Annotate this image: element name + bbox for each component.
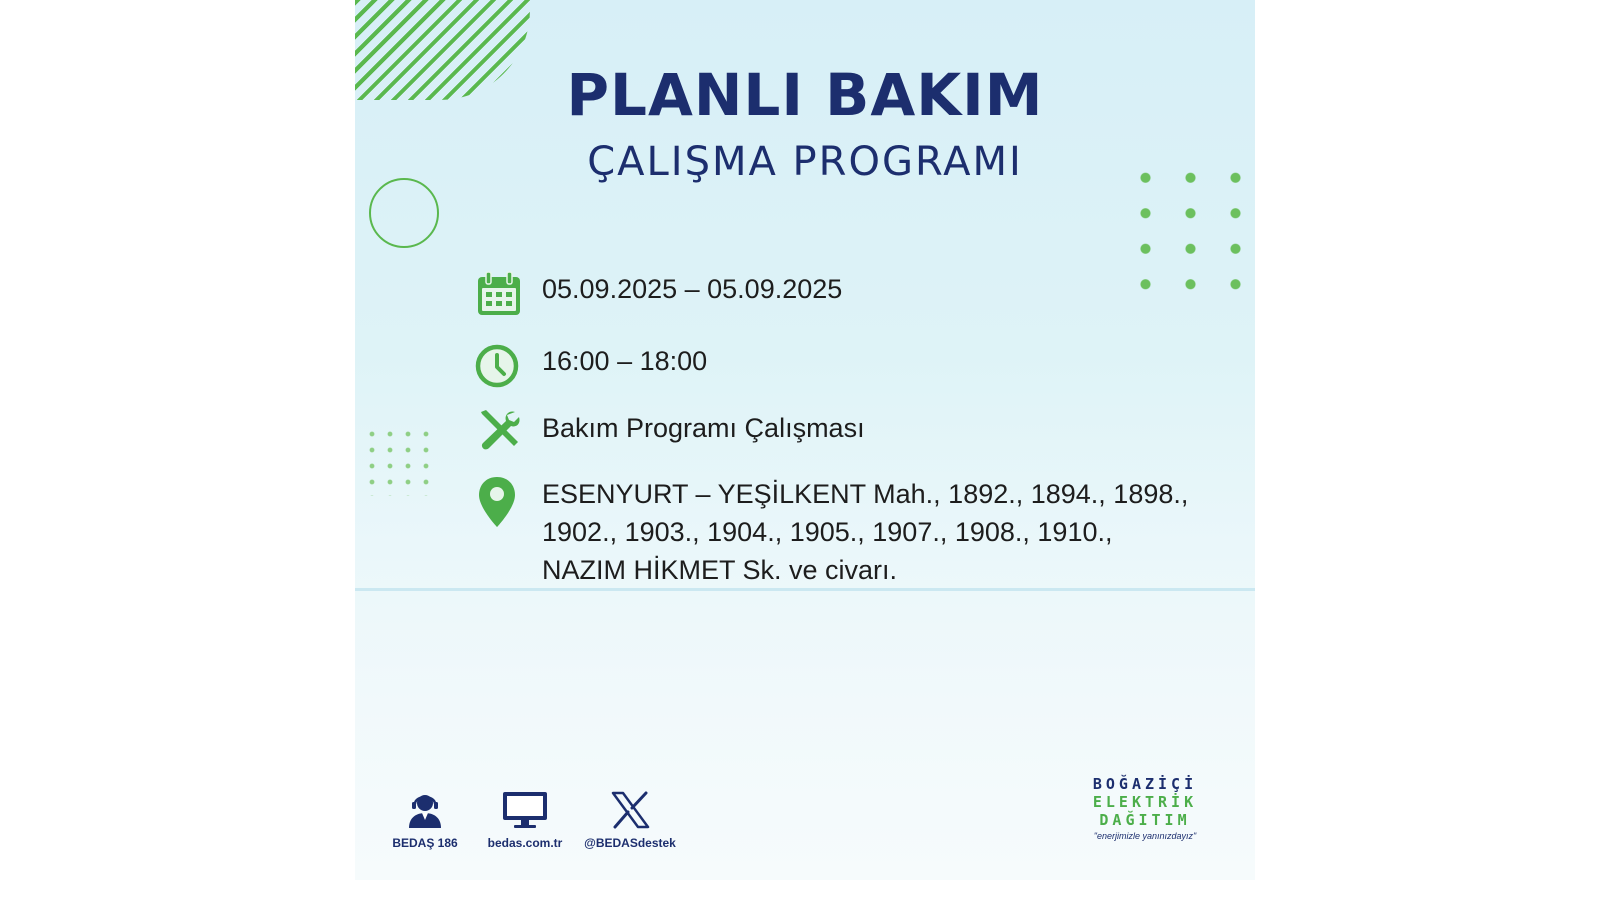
monitor-icon xyxy=(501,790,549,830)
footer-website[interactable] xyxy=(470,790,580,850)
footer-call-center[interactable] xyxy=(370,790,480,850)
small-dot-grid-decoration xyxy=(363,426,431,496)
location-text xyxy=(542,475,1192,589)
company-logo xyxy=(1075,775,1215,841)
page-subtitle: ÇALIŞMA PROGRAMI xyxy=(587,139,1023,185)
logo-line: BOĞAZİÇİ xyxy=(1092,775,1198,793)
announcement-card xyxy=(355,0,1255,880)
logo-line: DAĞITIM xyxy=(1099,811,1191,829)
footer-label: bedas.com.tr xyxy=(487,836,563,850)
clock-icon xyxy=(475,342,523,390)
logo-slogan: "enerjimizle yanınızdayız" xyxy=(1093,831,1197,841)
location-line: ESENYURT – YEŞİLKENT Mah., 1892., 1894., 1898., xyxy=(542,479,1189,509)
dot-grid-decoration xyxy=(1125,162,1255,312)
call-center-icon xyxy=(403,790,447,830)
footer-x-account[interactable] xyxy=(575,790,685,850)
date-range-text: 05.09.2025 – 05.09.2025 xyxy=(542,274,843,304)
footer-label: BEDAŞ 186 xyxy=(392,836,458,850)
tools-icon xyxy=(475,406,523,454)
footer-label: @BEDASdestek xyxy=(584,836,676,850)
map-pin-icon xyxy=(475,475,523,523)
ring-decoration xyxy=(369,178,439,248)
work-type-text: Bakım Programı Çalışması xyxy=(542,413,865,443)
location-line: 1902., 1903., 1904., 1905., 1907., 1908., 1910., xyxy=(542,517,1113,547)
location-line: NAZIM HİKMET Sk. ve civarı. xyxy=(542,555,898,585)
calendar-icon xyxy=(475,270,523,318)
logo-line: ELEKTRİK xyxy=(1092,793,1198,811)
x-logo-icon xyxy=(608,790,652,830)
time-range-text: 16:00 – 18:00 xyxy=(542,346,708,376)
page-title: PLANLI BAKIM xyxy=(566,61,1044,129)
